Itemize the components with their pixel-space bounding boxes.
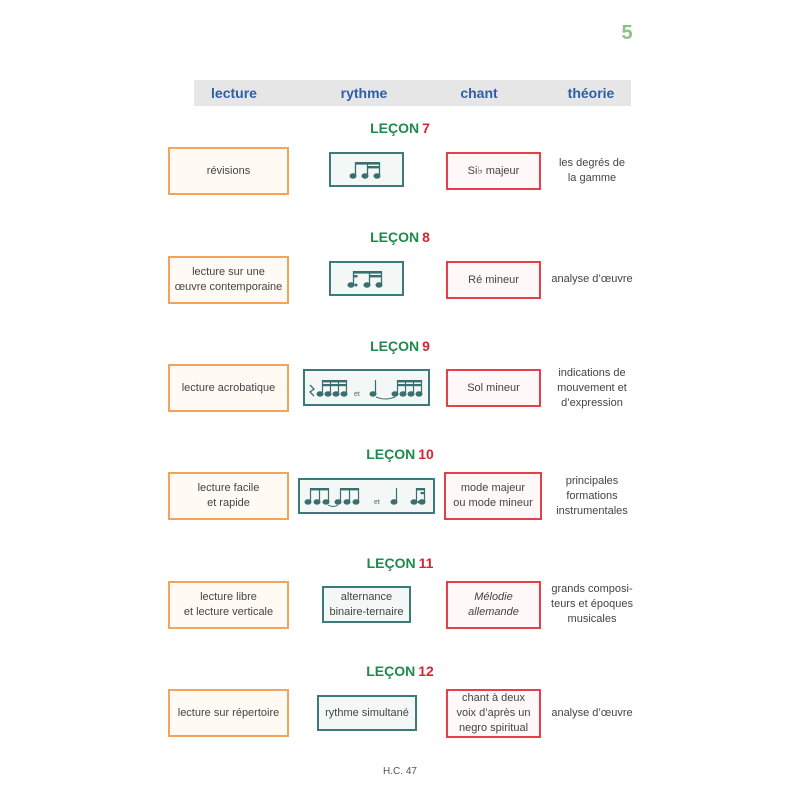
lesson-title: LEÇON 8 [370,229,430,245]
lecture-box: lecture facile et rapide [168,472,289,520]
rhythm-box [303,369,430,406]
rhythm-box [329,152,404,187]
theorie-text: principales formations instrumentales [556,475,628,517]
column-header-bar [194,80,631,106]
rhythm-notation-icon [345,268,389,290]
rhythm-box [298,478,435,514]
theorie-text: les degrés de la gamme [558,157,626,184]
footer-code: H.C. 47 [383,766,417,777]
rhythm-box: rythme simultané [317,695,417,731]
lesson-title: LEÇON 12 [366,663,434,679]
chant-box: Ré mineur [446,261,541,299]
chant-box: Si♭ majeur [446,152,541,190]
lesson-title: LEÇON 7 [370,120,430,136]
chant-box: Mélodie allemande [446,581,541,629]
page-number: 5 [621,22,633,44]
lesson-title: LEÇON 10 [366,446,434,462]
lecture-box: lecture acrobatique [168,364,289,412]
header-rythme: rythme [340,85,388,101]
rhythm-box [329,261,404,296]
lecture-box: lecture sur une œuvre contemporaine [168,256,289,304]
rhythm-notation-icon [307,376,427,400]
et-label: et [353,390,360,398]
header-chant: chant [460,85,498,101]
theorie-text: analyse d’œuvre [551,707,633,719]
chant-box: mode majeur ou mode mineur [444,472,542,520]
rhythm-notation-icon [347,159,387,181]
et-label: et [373,499,380,506]
lesson-title: LEÇON 11 [366,555,434,571]
header-lecture: lecture [211,85,257,101]
theorie-text: indications de mouvement et d’expression [557,367,627,409]
lesson-title: LEÇON 9 [370,338,430,354]
theorie-text: analyse d’œuvre [551,273,633,285]
rhythm-box: alternance binaire-ternaire [322,586,411,623]
header-theorie: théorie [567,85,615,101]
lecture-box: révisions [168,147,289,195]
chant-box: chant à deux voix d’après un negro spiritual [446,689,541,738]
lecture-box: lecture sur répertoire [168,689,289,737]
lecture-box: lecture libre et lecture verticale [168,581,289,629]
rhythm-notation-icon [302,484,432,508]
chant-box: Sol mineur [446,369,541,407]
theorie-text: grands composi- teurs et époques musicales [551,583,633,625]
